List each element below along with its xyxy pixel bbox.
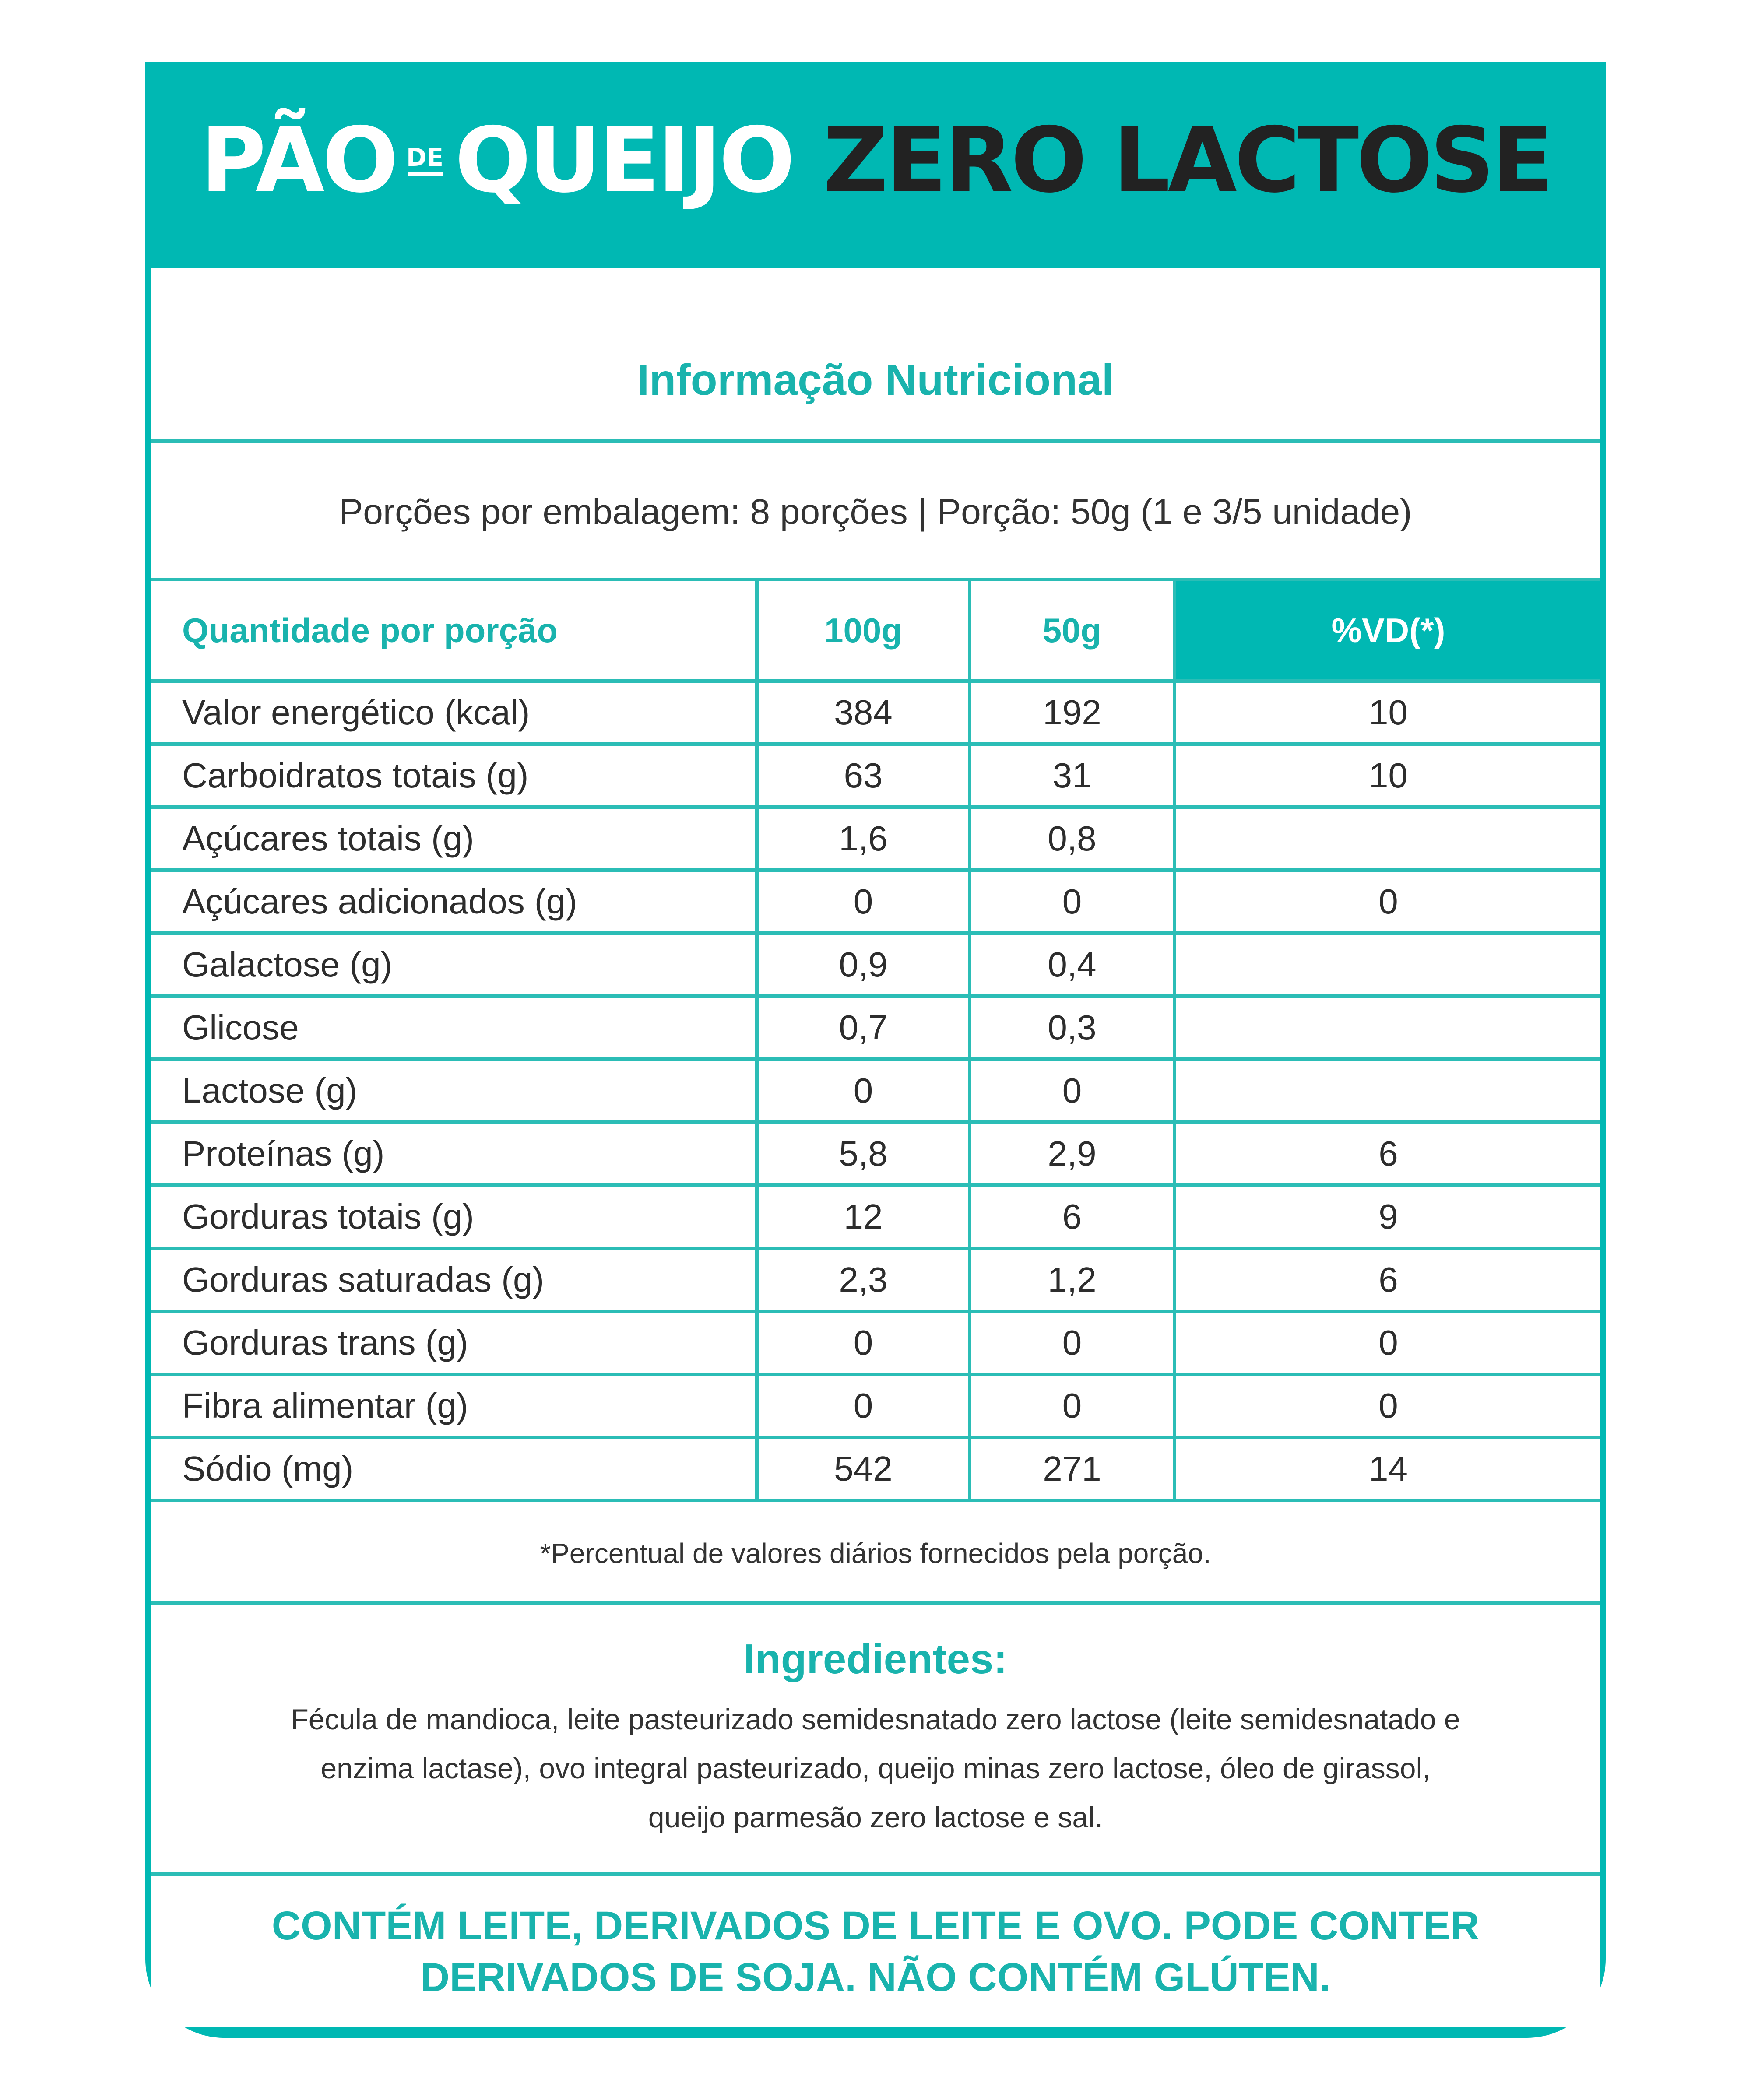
value-100g: 384	[759, 683, 971, 742]
nutrition-label-card	[145, 62, 1606, 2038]
value-100g: 0,7	[759, 998, 971, 1057]
nutrient-name: Carboidratos totais (g)	[151, 746, 759, 805]
value-vd: 0	[1378, 1323, 1398, 1362]
table-row	[151, 1313, 1600, 1376]
ingredients-title: Ingredientes:	[743, 1636, 1008, 1682]
brand-connector-text: DE	[406, 144, 443, 172]
value-50g: 6	[971, 1187, 1176, 1247]
footnote: *Percentual de valores diários fornecidos pela porção.	[540, 1538, 1211, 1569]
allergen-section	[151, 1876, 1600, 2027]
nutrition-table	[151, 578, 1600, 1502]
value-100g: 0	[759, 1061, 971, 1120]
allergen-line: DERIVADOS DE SOJA. NÃO CONTÉM GLÚTEN.	[420, 1955, 1331, 2000]
value-50g: 0	[971, 1313, 1176, 1373]
brand-word-queijo: QUEIJO	[454, 108, 793, 213]
ingredients-section	[151, 1605, 1600, 1876]
value-100g: 12	[759, 1187, 971, 1247]
ingredients-line: queijo parmesão zero lactose e sal.	[648, 1801, 1103, 1833]
value-100g: 542	[759, 1439, 971, 1499]
nutrient-name: Galactose (g)	[151, 935, 759, 994]
portion-info: Porções por embalagem: 8 porções | Porção: 50g (1 e 3/5 unidade)	[339, 492, 1412, 532]
ingredients-line: enzima lactase), ovo integral pasteurizado, queijo minas zero lactose, óleo de girassol,	[320, 1752, 1431, 1784]
table-row	[151, 1376, 1600, 1439]
nutrient-name: Sódio (mg)	[151, 1439, 759, 1499]
header-50g: 50g	[971, 581, 1176, 679]
value-100g: 1,6	[759, 809, 971, 868]
nutrient-name: Açúcares totais (g)	[151, 809, 759, 868]
value-50g: 271	[971, 1439, 1176, 1499]
nutrient-name: Valor energético (kcal)	[151, 683, 759, 742]
header-100g: 100g	[759, 581, 971, 679]
nutrient-name: Lactose (g)	[151, 1061, 759, 1120]
value-vd: 0	[1378, 1386, 1398, 1425]
value-50g: 0	[971, 1061, 1176, 1120]
table-rows	[151, 683, 1600, 1502]
value-100g: 0	[759, 1313, 971, 1373]
table-row	[151, 809, 1600, 872]
value-100g: 2,3	[759, 1250, 971, 1310]
value-vd	[1176, 935, 1600, 994]
table-row	[151, 683, 1600, 746]
value-vd: 14	[1369, 1449, 1408, 1488]
value-50g: 2,9	[971, 1124, 1176, 1183]
table-row	[151, 746, 1600, 809]
allergen-text	[272, 1900, 1480, 2003]
header-vd: %VD(*)	[1176, 581, 1600, 679]
nutrient-name: Açúcares adicionados (g)	[151, 872, 759, 931]
value-vd: 9	[1378, 1197, 1398, 1236]
value-vd	[1176, 809, 1600, 868]
nutrient-name: Gorduras totais (g)	[151, 1187, 759, 1247]
ingredients-text	[197, 1695, 1554, 1842]
label-content	[151, 62, 1600, 2038]
value-vd	[1176, 998, 1600, 1057]
value-100g: 0	[759, 1376, 971, 1436]
value-50g: 0,4	[971, 935, 1176, 994]
value-50g: 0,3	[971, 998, 1176, 1057]
value-50g: 192	[971, 683, 1176, 742]
value-50g: 0	[971, 1376, 1176, 1436]
value-vd: 0	[1378, 882, 1398, 921]
value-100g: 5,8	[759, 1124, 971, 1183]
portion-row	[151, 446, 1600, 578]
table-row	[151, 935, 1600, 998]
value-vd: 10	[1369, 693, 1408, 732]
value-50g: 31	[971, 746, 1176, 805]
table-header-row	[151, 581, 1600, 683]
table-row	[151, 1250, 1600, 1313]
value-100g: 0,9	[759, 935, 971, 994]
brand-word-pao: PÃO	[200, 108, 396, 213]
table-row	[151, 998, 1600, 1061]
table-row	[151, 1061, 1600, 1124]
table-row	[151, 872, 1600, 935]
value-vd: 6	[1378, 1260, 1398, 1299]
brand-word-zero-lactose: ZERO LACTOSE	[823, 108, 1551, 213]
value-vd: 6	[1378, 1134, 1398, 1173]
title-row	[151, 268, 1600, 443]
value-vd: 10	[1369, 756, 1408, 795]
nutrient-name: Glicose	[151, 998, 759, 1057]
nutrient-name: Gorduras trans (g)	[151, 1313, 759, 1373]
value-50g: 1,2	[971, 1250, 1176, 1310]
header-quantity: Quantidade por porção	[151, 581, 759, 679]
allergen-line: CONTÉM LEITE, DERIVADOS DE LEITE E OVO. PODE CONTER	[271, 1903, 1480, 1948]
value-100g: 63	[759, 746, 971, 805]
table-row	[151, 1124, 1600, 1187]
value-50g: 0	[971, 872, 1176, 931]
nutrient-name: Proteínas (g)	[151, 1124, 759, 1183]
ingredients-line: Fécula de mandioca, leite pasteurizado semidesnatado zero lactose (leite semidesnatado e	[291, 1703, 1460, 1735]
nutrient-name: Gorduras saturadas (g)	[151, 1250, 759, 1310]
value-50g: 0,8	[971, 809, 1176, 868]
value-100g: 0	[759, 872, 971, 931]
footnote-row	[151, 1506, 1600, 1605]
nutrient-name: Fibra alimentar (g)	[151, 1376, 759, 1436]
table-row	[151, 1187, 1600, 1250]
nutrition-title: Informação Nutricional	[637, 355, 1114, 404]
table-row	[151, 1439, 1600, 1502]
value-vd	[1176, 1061, 1600, 1120]
